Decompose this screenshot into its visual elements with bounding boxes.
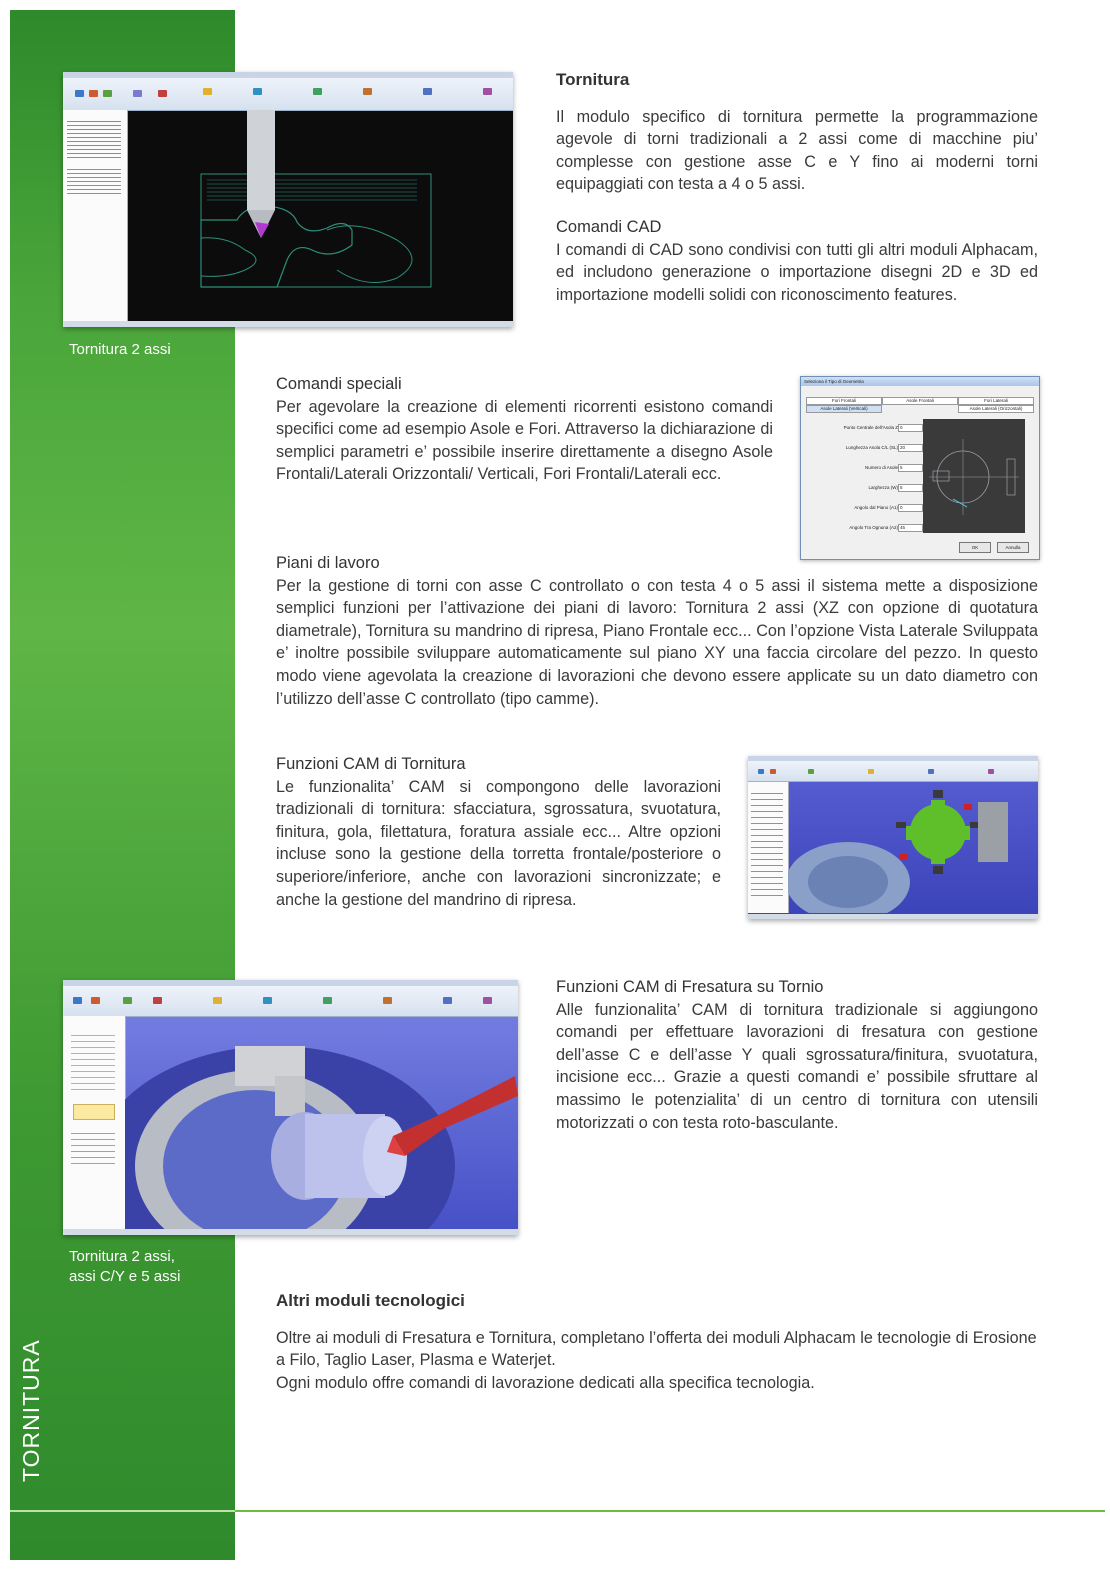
- section-tornitura: [556, 69, 1038, 196]
- text-altri-moduli-1: Oltre ai moduli di Fresatura e Tornitura, completano l’offerta dei moduli Alphacam le tecnologie di Erosione a Filo, Taglio Laser, Plasma e Waterjet.: [276, 1328, 1037, 1370]
- field-value-angolo-tra-ognuna[interactable]: 45: [898, 524, 923, 532]
- heading-cam-fresatura: Funzioni CAM di Fresatura su Tornio: [556, 978, 824, 996]
- status-bar: [63, 321, 513, 327]
- screenshot-cam-torretta: [748, 756, 1038, 919]
- section-vertical-title: TORNITURA: [18, 1339, 44, 1482]
- tab-fori-frontali[interactable]: Fori Frontali: [806, 397, 882, 405]
- heading-piani-di-lavoro: Piani di lavoro: [276, 554, 380, 572]
- field-value-lunghezza-asola[interactable]: 20: [898, 444, 923, 452]
- dialog-preview: [923, 419, 1025, 533]
- section-cam-fresatura: [556, 976, 1038, 1134]
- text-cam-tornitura: Le funzionalita’ CAM si compongono delle lavorazioni tradizionali di tornitura: sfacciatura, sgrossatura, svuotatura, finitura, gola, filettatura, foratura assiale ecc... Altre opzioni incluse sono la gestione della torretta frontale/posteriore o superiore/inferiore, anche con lavorazioni sincronizzate; e anche la gestione del mandrino di ripresa.: [276, 777, 721, 909]
- bottom-rule: [235, 1510, 1105, 1512]
- dialog-tabs: [804, 389, 1036, 419]
- status-bar: [748, 914, 1038, 919]
- milling-3d-view: [125, 1016, 518, 1229]
- cad-drawing-area: [127, 110, 513, 321]
- caption-tornitura-5-assi: [69, 1247, 180, 1287]
- screenshot-cad-tornitura: [63, 72, 513, 327]
- bottom-rule-left: [10, 1510, 235, 1512]
- ribbon-toolbar: [63, 78, 513, 111]
- text-comandi-cad: I comandi di CAD sono condivisi con tutti gli altri moduli Alphacam, ed includono generazione o importazione disegni 2D e 3D ed importazione modelli solidi con riconoscimento features.: [556, 240, 1038, 304]
- field-label-numero-asole: Numero di Asole: [864, 465, 898, 470]
- cam-3d-view: [788, 782, 1038, 913]
- slot-preview-drawing: [923, 419, 1025, 533]
- project-tree-panel: [63, 110, 128, 321]
- field-label-punto-centrale: Punto Centrale dell'Asola Z: [843, 425, 898, 430]
- section-comandi-cad: [556, 216, 1038, 306]
- dialog-title: Seleziona il Tipo di Geometria: [801, 377, 1039, 386]
- text-altri-moduli-2: Ogni modulo offre comandi di lavorazione dedicati alla specifica tecnologia.: [276, 1373, 815, 1392]
- section-piani-di-lavoro: [276, 552, 1038, 710]
- text-comandi-speciali: Per agevolare la creazione di elementi ricorrenti esistono comandi specifici come ad esempio Asole e Fori. Attraverso la dichiarazione di semplici parametri e’ possibile inserire direttamente a disegno Asole Frontali/Laterali Orizzontali/ Verticali, Fori Frontali/Laterali ecc.: [276, 397, 773, 484]
- heading-altri-moduli: Altri moduli tecnologici: [276, 1291, 465, 1310]
- dialog-ok-button[interactable]: OK: [959, 542, 991, 553]
- caption-tornitura-2-assi: Tornitura 2 assi: [69, 341, 171, 358]
- field-value-punto-centrale[interactable]: 0: [898, 424, 923, 432]
- text-cam-fresatura: Alle funzionalita’ CAM di tornitura tradizionale si aggiungono comandi per effettuare lavorazioni di fresatura con gestione dell’asse C e dell’asse Y quali sgrossatura/finitura, svuotatura, incisione ecc... Grazie a questi comandi e’ possibile sfruttare al massimo le potenzialita’ di un centro di tornitura con utensili motorizzati o con testa roto-basculante.: [556, 1000, 1038, 1132]
- heading-cam-tornitura: Funzioni CAM di Tornitura: [276, 755, 466, 773]
- text-tornitura: Il modulo specifico di tornitura permette la programmazione agevole di torni tradizionali a 2 assi come di macchine piu’ complesse con gestione asse C e Y fino ai moderni torni equipaggiati con testa a 4 o 5 assi.: [556, 107, 1038, 194]
- project-tree-panel: [748, 782, 789, 913]
- heading-comandi-speciali: Comandi speciali: [276, 375, 402, 393]
- section-comandi-speciali: [276, 373, 773, 486]
- screenshot-dialog-asole: [800, 376, 1040, 560]
- screenshot-cam-fresatura: [63, 980, 518, 1235]
- section-cam-tornitura: [276, 753, 721, 911]
- operations-panel: [63, 1016, 126, 1229]
- heading-comandi-cad: Comandi CAD: [556, 218, 662, 236]
- field-label-lunghezza-asola: Lunghezza Asola C/L (SL): [845, 445, 898, 450]
- field-label-angolo-tra-ognuna: Angolo Tra Ognuna (A2): [849, 525, 898, 530]
- caption-line-2: assi C/Y e 5 assi: [69, 1268, 181, 1285]
- tab-asole-laterali-orizzontali[interactable]: Asole Laterali (Orizzontali): [958, 405, 1034, 413]
- heading-tornitura: Tornitura: [556, 70, 630, 89]
- tab-asole-frontali[interactable]: Asole Frontali: [882, 397, 958, 405]
- text-piani-di-lavoro: Per la gestione di torni con asse C controllato o con testa 4 o 5 assi il sistema mette a disposizione semplici funzioni per l’attivazione dei piani di lavoro: Tornitura 2 assi (XZ con opzione di quotatura diametrale), Tornitura su mandrino di ripresa, Piano Frontale ecc... Con l’opzione Vista Laterale Sviluppata e’ inoltre possibile sviluppare automaticamente sul piano XY una faccia circolare del pezzo. In questo modo viene agevolata la creazione di lavorazioni che devono essere applicate su un dato diametro con l’utilizzo dell’asse C controllato (tipo camme).: [276, 576, 1038, 708]
- ribbon-toolbar: [748, 761, 1038, 782]
- caption-line-1: Tornitura 2 assi,: [69, 1248, 175, 1265]
- dialog-cancel-button[interactable]: Annulla: [997, 542, 1029, 553]
- field-label-angolo-piano: Angolo dal Piano (A1): [854, 505, 898, 510]
- field-value-angolo-piano[interactable]: 0: [898, 504, 923, 512]
- field-value-larghezza[interactable]: 5: [898, 484, 923, 492]
- field-label-larghezza: Larghezza (W): [868, 485, 898, 490]
- status-bar: [63, 1229, 518, 1235]
- section-altri-moduli: [276, 1290, 1041, 1394]
- ribbon-toolbar: [63, 986, 518, 1017]
- tab-asole-laterali-verticali[interactable]: Asole Laterali (Verticali): [806, 405, 882, 413]
- field-value-numero-asole[interactable]: 5: [898, 464, 923, 472]
- tab-fori-laterali[interactable]: Fori Laterali: [958, 397, 1034, 405]
